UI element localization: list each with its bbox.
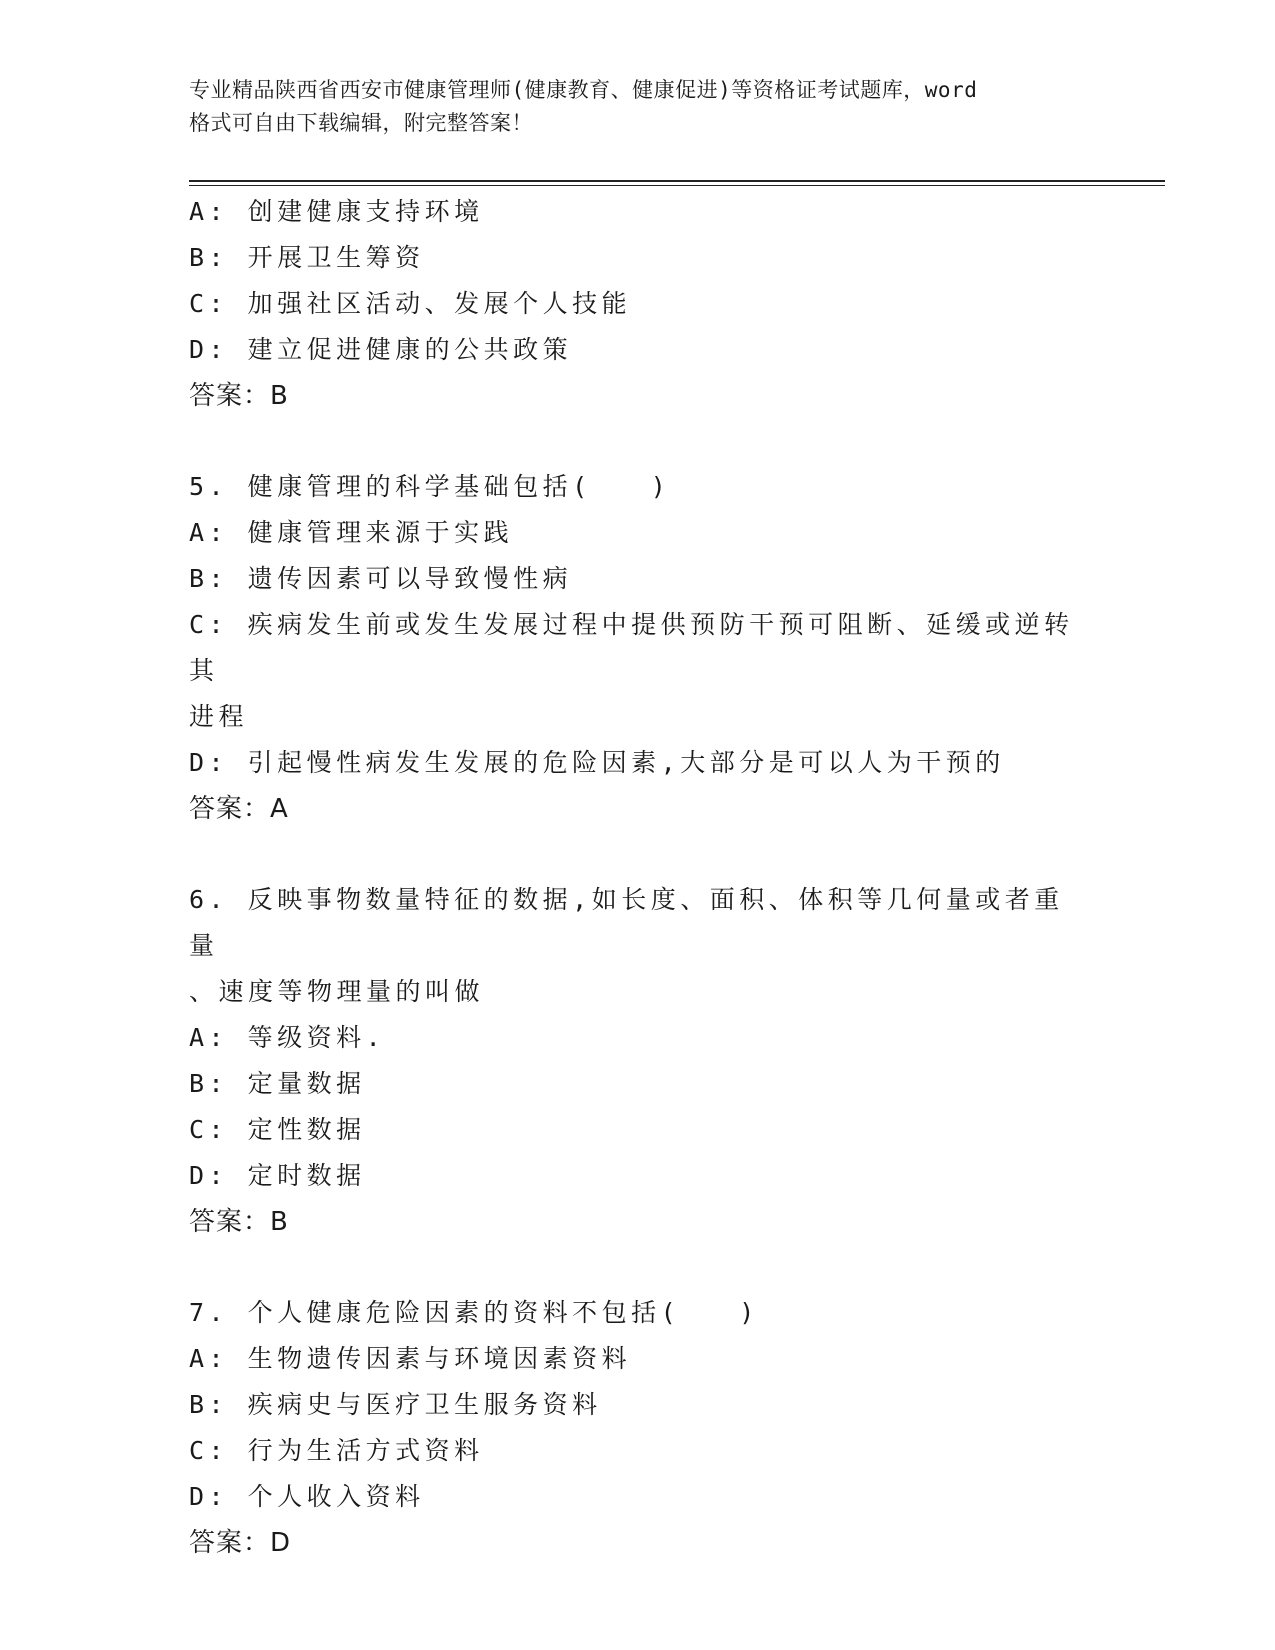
question-6	[189, 877, 1089, 1245]
option-a: A: 生物遗传因素与环境因素资料	[189, 1344, 632, 1373]
option-d: D: 引起慢性病发生发展的危险因素,大部分是可以人为干预的	[189, 748, 1005, 777]
header-rule-thin	[189, 185, 1165, 186]
question-text-continued: 、速度等物理量的叫做	[189, 977, 485, 1006]
option-a: A: 健康管理来源于实践	[189, 518, 514, 547]
question-text: 5. 健康管理的科学基础包括( )	[189, 472, 671, 501]
option-a: A: 创建健康支持环境	[189, 197, 484, 226]
option-b: B: 定量数据	[189, 1069, 366, 1098]
document-header	[189, 74, 1089, 140]
question-text: 7. 个人健康危险因素的资料不包括( )	[189, 1298, 759, 1327]
spacer	[189, 832, 1089, 877]
answer: 答案：B	[189, 381, 289, 411]
option-c-continued: 进程	[189, 702, 249, 731]
option-c: C: 加强社区活动、发展个人技能	[189, 289, 632, 318]
option-d: D: 定时数据	[189, 1161, 366, 1190]
option-b: B: 疾病史与医疗卫生服务资料	[189, 1390, 602, 1419]
spacer	[189, 419, 1089, 464]
header-line-1: 专业精品陕西省西安市健康管理师(健康教育、健康促进)等资格证考试题库，word	[189, 78, 978, 102]
answer: 答案：D	[189, 1528, 292, 1558]
option-c: C: 定性数据	[189, 1115, 366, 1144]
option-d: D: 个人收入资料	[189, 1482, 425, 1511]
option-b: B: 遗传因素可以导致慢性病	[189, 564, 573, 593]
question-text: 6. 反映事物数量特征的数据,如长度、面积、体积等几何量或者重量	[189, 885, 1064, 960]
spacer	[189, 1245, 1089, 1290]
answer: 答案：B	[189, 1207, 289, 1237]
question-5	[189, 464, 1089, 832]
header-line-2: 格式可自由下载编辑，附完整答案！	[189, 111, 533, 135]
question-7	[189, 1290, 1089, 1566]
question-4	[189, 189, 1089, 419]
option-d: D: 建立促进健康的公共政策	[189, 335, 573, 364]
question-list	[189, 189, 1089, 1566]
option-c: C: 行为生活方式资料	[189, 1436, 484, 1465]
option-c: C: 疾病发生前或发生发展过程中提供预防干预可阻断、延缓或逆转其	[189, 610, 1074, 685]
answer: 答案：A	[189, 794, 289, 824]
option-b: B: 开展卫生筹资	[189, 243, 425, 272]
option-a: A: 等级资料.	[189, 1023, 386, 1052]
header-rule-thick	[189, 180, 1165, 182]
